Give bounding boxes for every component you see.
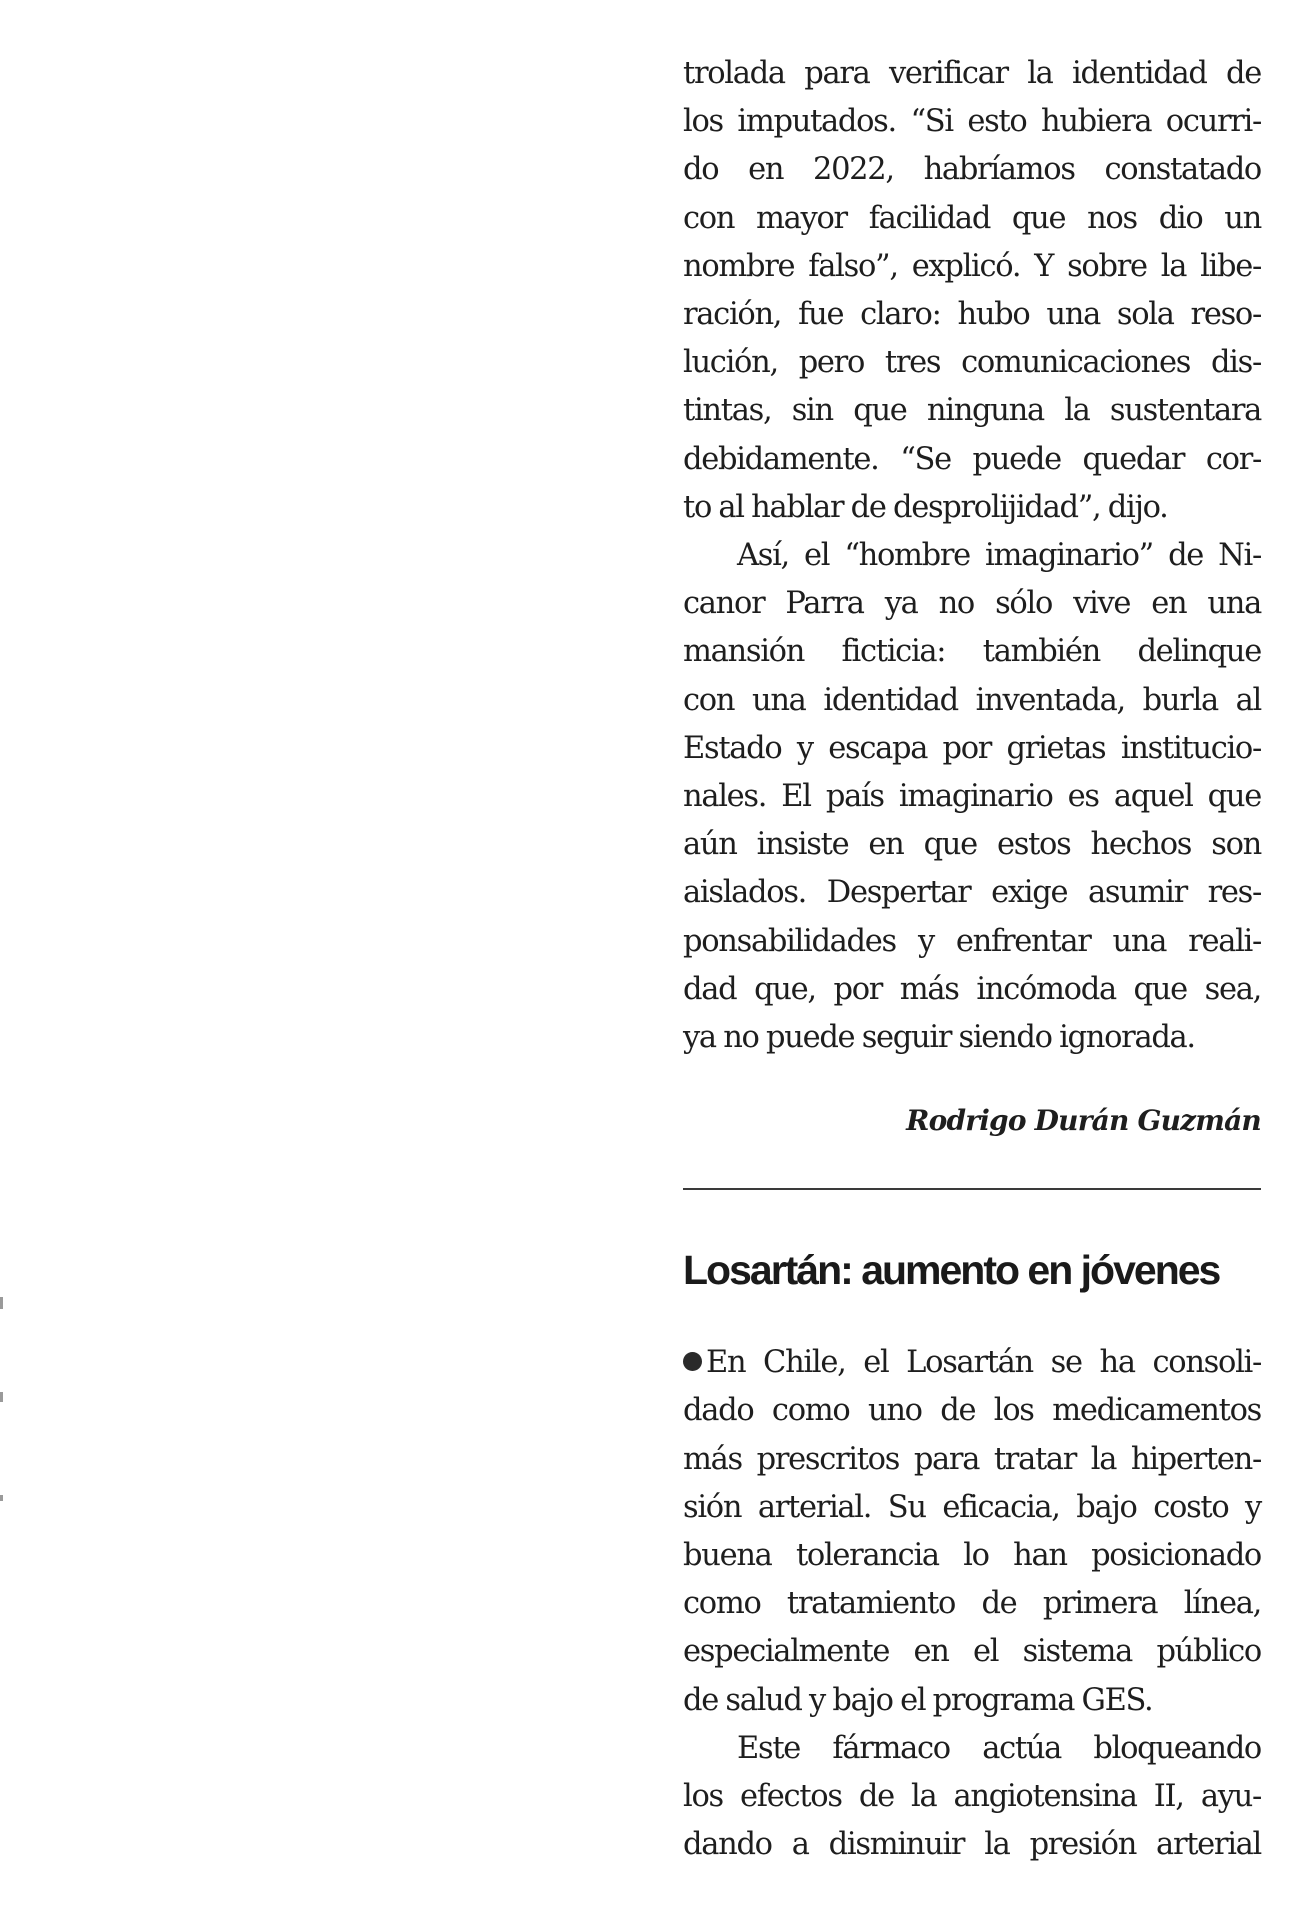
article-column: [683, 50, 1261, 1870]
text-line: to al hablar de desprolijidad”, dijo.: [683, 489, 1168, 525]
text-line: con mayor facilidad que nos dio un: [683, 200, 1261, 236]
text-line: como tratamiento de primera línea,: [683, 1586, 1261, 1622]
text-line: con una identidad inventada, burla al: [683, 682, 1261, 718]
text-line: mansión ficticia: también delinque: [683, 634, 1261, 670]
text-line: ración, fue claro: hubo una sola reso-: [683, 297, 1261, 333]
text-line: dado como uno de los medicamentos: [683, 1393, 1261, 1429]
section-divider: [683, 1188, 1261, 1190]
text-line: dad que, por más incómoda que sea,: [683, 971, 1261, 1007]
text-line: más prescritos para tratar la hiperten-: [683, 1441, 1261, 1477]
text-line: tintas, sin que ninguna la sustentara: [683, 393, 1261, 429]
text-line: do en 2022, habríamos constatado: [683, 152, 1261, 188]
scan-edge-mark: [0, 1297, 3, 1309]
article-headline: Losartán: aumento en jóvenes: [683, 1247, 1220, 1294]
text-line: buena tolerancia lo han posicionado: [683, 1538, 1261, 1574]
text-line: sión arterial. Su eficacia, bajo costo y: [683, 1489, 1261, 1525]
scan-edge-mark: [0, 1495, 3, 1501]
text-line: nombre falso”, explicó. Y sobre la libe-: [683, 248, 1261, 284]
text-line: los imputados. “Si esto hubiera ocurri-: [683, 104, 1261, 140]
text-line: dando a disminuir la presión arterial: [683, 1827, 1261, 1863]
text-line: canor Parra ya no sólo vive en una: [683, 586, 1261, 622]
text-line: nales. El país imaginario es aquel que: [683, 779, 1261, 815]
text-line: especialmente en el sistema público: [683, 1634, 1261, 1670]
text-line: debidamente. “Se puede quedar cor-: [683, 441, 1261, 477]
text-line: de salud y bajo el programa GES.: [683, 1682, 1153, 1718]
text-line: los efectos de la angiotensina II, ayu-: [683, 1779, 1261, 1815]
text-line-content: En Chile, el Losartán se ha consoli-: [706, 1345, 1261, 1381]
article-body: [683, 1339, 1261, 1869]
bullet-icon: [683, 1352, 702, 1371]
author-signature: Rodrigo Durán Guzmán: [906, 1104, 1261, 1138]
text-line: aislados. Despertar exige asumir res-: [683, 875, 1261, 911]
article-continuation: [683, 50, 1261, 1062]
text-line: aún insiste en que estos hechos son: [683, 827, 1261, 863]
text-line: [683, 1339, 1261, 1387]
text-line: lución, pero tres comunicaciones dis-: [683, 345, 1261, 381]
text-line: ponsabilidades y enfrentar una reali-: [683, 923, 1261, 959]
text-line: Este fármaco actúa bloqueando: [737, 1730, 1261, 1766]
text-line: ya no puede seguir siendo ignorada.: [683, 1020, 1195, 1056]
scan-edge-mark: [0, 1392, 3, 1402]
text-line: Así, el “hombre imaginario” de Ni-: [737, 538, 1261, 574]
text-line: Estado y escapa por grietas institucio-: [683, 730, 1261, 766]
text-line: trolada para verificar la identidad de: [683, 56, 1261, 91]
